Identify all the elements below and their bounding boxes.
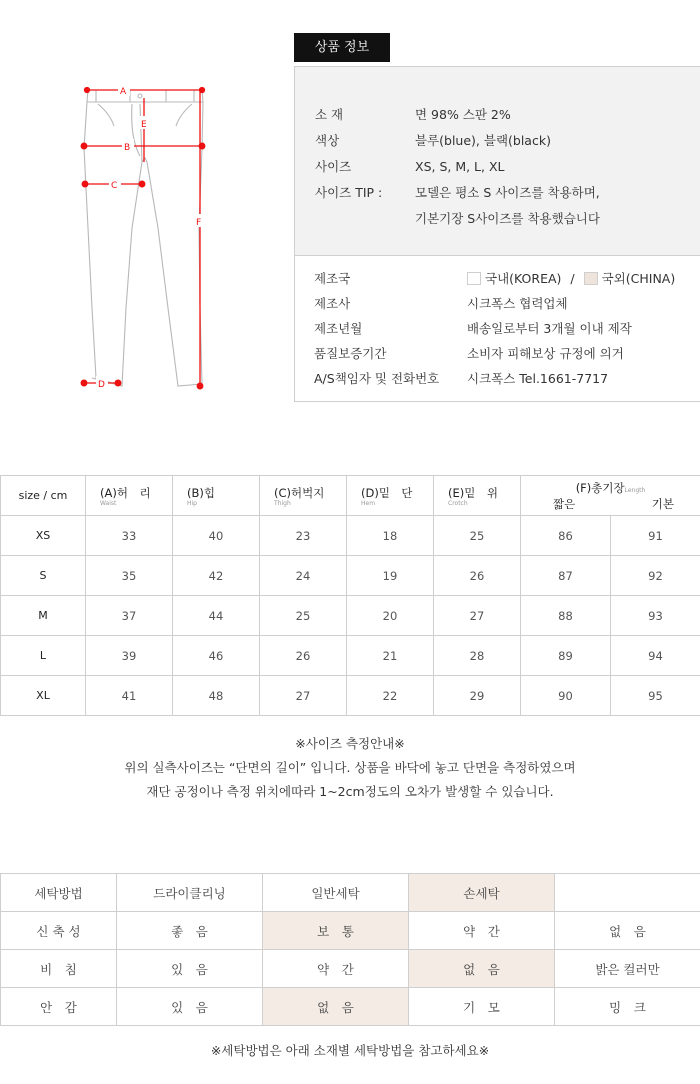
measurement-cell: 41 xyxy=(86,676,173,716)
spec-value: XS, S, M, L, XL xyxy=(415,159,505,174)
measurement-cell: 94 xyxy=(611,636,700,676)
spec-key: 품질보증기간 xyxy=(314,346,387,361)
measurement-cell: 42 xyxy=(173,556,260,596)
measurement-cell: 19 xyxy=(347,556,434,596)
measurement-cell: 39 xyxy=(86,636,173,676)
col-header-length xyxy=(521,476,700,516)
size-cell: XS xyxy=(1,516,86,556)
spec-value: 시크폭스 협력업체 xyxy=(467,296,568,311)
label-a: A xyxy=(120,87,127,97)
measurement-cell: 93 xyxy=(611,596,700,636)
wash-option-cell: 있 음 xyxy=(117,950,263,988)
label-d: D xyxy=(98,380,105,390)
note-line-2: 재단 공정이나 측정 위치에따라 1~2cm정도의 오차가 발생할 수 있습니다. xyxy=(146,784,554,799)
product-info-title: 상품 정보 xyxy=(294,33,390,62)
wash-row xyxy=(1,874,700,912)
length-label: (F)총기장 xyxy=(575,480,625,495)
wash-row-header: 비 침 xyxy=(1,950,117,988)
wash-option-cell: 보 통 xyxy=(263,912,409,950)
measurement-cell: 28 xyxy=(434,636,521,676)
spec-key: 소 재 xyxy=(315,107,344,122)
spec-row-color xyxy=(315,128,700,154)
col-header-crotch xyxy=(434,476,521,516)
pants-measurement-diagram xyxy=(70,78,220,398)
length-short-label: 짧은 xyxy=(553,496,576,511)
size-header: size / cm xyxy=(1,476,86,516)
warranty-row xyxy=(314,341,700,366)
size-row xyxy=(1,556,700,596)
col-label: (D)밑 단 xyxy=(361,485,413,500)
col-header-waist xyxy=(86,476,173,516)
spec-value: 시크폭스 Tel.1661-7717 xyxy=(467,371,609,386)
measurement-cell: 27 xyxy=(434,596,521,636)
col-sub: Hip xyxy=(187,499,197,507)
spec-key: 색상 xyxy=(315,133,340,148)
wash-option-cell: 손세탁 xyxy=(409,874,555,912)
measurement-cell: 48 xyxy=(173,676,260,716)
size-table-header xyxy=(1,476,700,516)
as-contact-row xyxy=(314,366,700,391)
checkbox-china xyxy=(584,272,598,285)
col-label: (C)허벅지 xyxy=(274,485,325,500)
spec-value: 기본기장 S사이즈를 착용했습니다 xyxy=(415,211,600,226)
measurement-cell: 46 xyxy=(173,636,260,676)
spec-row-size xyxy=(315,154,700,180)
origin-separator: / xyxy=(570,271,575,286)
label-b: B xyxy=(124,143,131,153)
manufacture-date-row xyxy=(314,316,700,341)
spec-key: 제조국 xyxy=(314,271,351,286)
wash-option-cell: 있 음 xyxy=(117,988,263,1026)
measurement-cell: 86 xyxy=(521,516,611,556)
size-row xyxy=(1,596,700,636)
measurement-cell: 44 xyxy=(173,596,260,636)
size-row xyxy=(1,676,700,716)
measurement-cell: 88 xyxy=(521,596,611,636)
spec-key: 제조사 xyxy=(314,296,351,311)
wash-option-cell: 드라이클리닝 xyxy=(117,874,263,912)
wash-row-header: 안 감 xyxy=(1,988,117,1026)
measurement-cell: 21 xyxy=(347,636,434,676)
measurement-cell: 18 xyxy=(347,516,434,556)
measurement-cell: 20 xyxy=(347,596,434,636)
spec-key: 제조년월 xyxy=(314,321,363,336)
size-row xyxy=(1,636,700,676)
wash-row-header: 신 축 성 xyxy=(1,912,117,950)
wash-row-header: 세탁방법 xyxy=(1,874,117,912)
pants-outline-illustration xyxy=(70,78,220,398)
origin-korea-label: 국내(KOREA) xyxy=(485,271,562,286)
wash-option-cell: 약 간 xyxy=(409,912,555,950)
length-sub: Length xyxy=(624,486,646,494)
manufacturer-row xyxy=(314,291,700,316)
measurement-cell: 25 xyxy=(260,596,347,636)
spec-key: 사이즈 TIP : xyxy=(315,185,383,200)
spec-value: 블루(blue), 블랙(black) xyxy=(415,133,551,148)
col-header-hem xyxy=(347,476,434,516)
label-f: F xyxy=(196,218,202,228)
col-label: (B)힙 xyxy=(187,485,215,500)
col-sub: Hem xyxy=(361,499,376,507)
spec-row-size-tip xyxy=(315,180,700,206)
measurement-cell: 27 xyxy=(260,676,347,716)
col-label: (E)밑 위 xyxy=(448,485,498,500)
col-sub: Waist xyxy=(100,499,117,507)
size-cell: L xyxy=(1,636,86,676)
measurement-cell: 26 xyxy=(434,556,521,596)
measurement-cell: 29 xyxy=(434,676,521,716)
wash-option-cell: 없 음 xyxy=(555,912,700,950)
col-header-hip xyxy=(173,476,260,516)
washing-table-body xyxy=(1,874,700,1026)
length-basic-label: 기본 xyxy=(651,496,674,511)
col-header-thigh xyxy=(260,476,347,516)
wash-option-cell: 밍 크 xyxy=(555,988,700,1026)
size-measure-note xyxy=(0,732,700,804)
wash-option-cell: 기 모 xyxy=(409,988,555,1026)
measurement-cell: 23 xyxy=(260,516,347,556)
size-cell: S xyxy=(1,556,86,596)
note-title: ※사이즈 측정안내※ xyxy=(295,736,405,751)
origin-korea-option xyxy=(467,266,561,291)
measurement-cell: 33 xyxy=(86,516,173,556)
origin-row xyxy=(314,266,700,291)
size-cell: XL xyxy=(1,676,86,716)
col-sub: Crotch xyxy=(448,499,468,507)
origin-china-label: 국외(CHINA) xyxy=(601,271,676,286)
wash-option-cell: 없 음 xyxy=(263,988,409,1026)
measurement-cell: 40 xyxy=(173,516,260,556)
spec-value: 면 98% 스판 2% xyxy=(415,107,511,122)
spec-value: 소비자 피해보상 규정에 의거 xyxy=(467,346,624,361)
manufacture-section xyxy=(295,255,700,391)
washing-note: ※세탁방법은 아래 소재별 세탁방법을 참고하세요※ xyxy=(210,1043,490,1058)
product-info-box xyxy=(294,66,700,402)
spec-key: 사이즈 xyxy=(315,159,352,174)
label-c: C xyxy=(111,181,118,191)
wash-row xyxy=(1,950,700,988)
measurement-cell: 89 xyxy=(521,636,611,676)
measurement-cell: 35 xyxy=(86,556,173,596)
wash-option-cell: 일반세탁 xyxy=(263,874,409,912)
size-table xyxy=(0,475,700,716)
measurement-cell: 37 xyxy=(86,596,173,636)
size-cell: M xyxy=(1,596,86,636)
measurement-cell: 87 xyxy=(521,556,611,596)
wash-row xyxy=(1,988,700,1026)
wash-option-cell xyxy=(555,874,700,912)
size-table-body xyxy=(1,516,700,716)
label-e: E xyxy=(141,120,147,130)
spec-value: 배송일로부터 3개월 이내 제작 xyxy=(467,321,632,336)
spec-row-material xyxy=(315,102,700,128)
size-row xyxy=(1,516,700,556)
measurement-cell: 22 xyxy=(347,676,434,716)
col-sub: Thigh xyxy=(274,499,291,507)
wash-option-cell: 밝은 컬러만 xyxy=(555,950,700,988)
wash-option-cell: 좋 음 xyxy=(117,912,263,950)
measurement-cell: 24 xyxy=(260,556,347,596)
spec-value: 모델은 평소 S 사이즈를 착용하며, xyxy=(415,185,600,200)
wash-option-cell: 없 음 xyxy=(409,950,555,988)
measurement-cell: 91 xyxy=(611,516,700,556)
wash-option-cell: 약 간 xyxy=(263,950,409,988)
measurement-cell: 92 xyxy=(611,556,700,596)
checkbox-korea xyxy=(467,272,481,285)
measurement-cell: 25 xyxy=(434,516,521,556)
col-label: (A)허 리 xyxy=(100,485,151,500)
product-spec-section xyxy=(295,67,700,255)
measurement-cell: 90 xyxy=(521,676,611,716)
spec-row-size-tip-cont xyxy=(315,206,700,232)
wash-row xyxy=(1,912,700,950)
note-line-1: 위의 실측사이즈는 “단면의 길이” 입니다. 상품을 바닥에 놓고 단면을 측정하였으며 xyxy=(124,760,576,775)
origin-china-option xyxy=(584,266,676,291)
spec-key: A/S책임자 및 전화번호 xyxy=(314,371,440,386)
measurement-cell: 95 xyxy=(611,676,700,716)
spec-key xyxy=(315,206,415,232)
measurement-cell: 26 xyxy=(260,636,347,676)
washing-table xyxy=(0,873,700,1026)
